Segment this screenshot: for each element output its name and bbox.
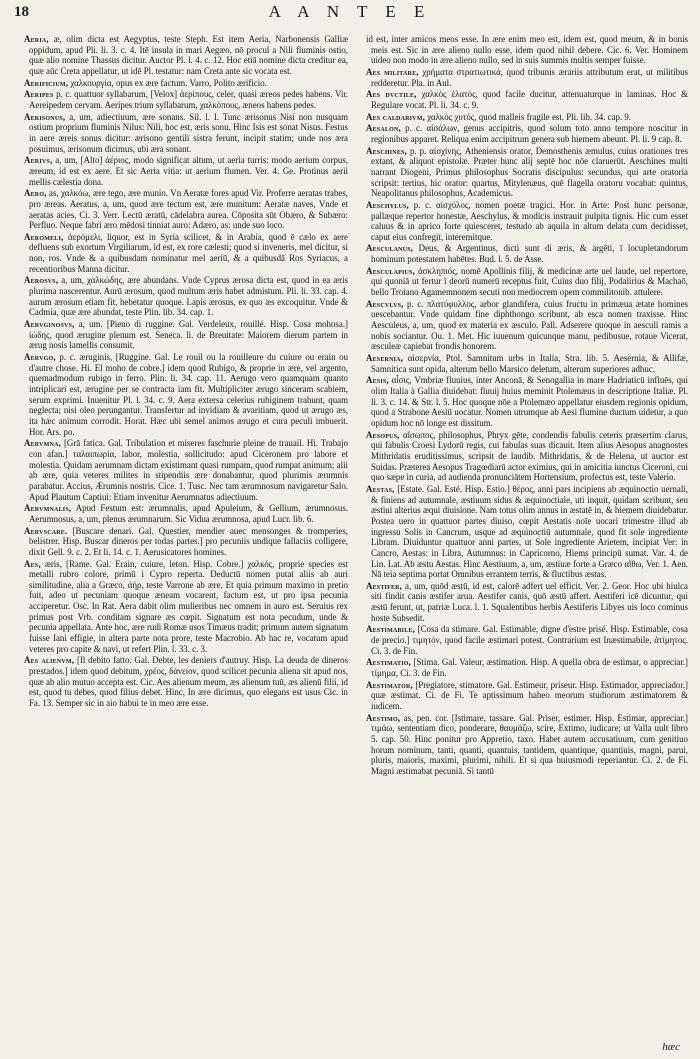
entry-definition: αἶσις, Vmbriæ fluuius, inter Anconā, & Senogallia in mare Hadriaticū influēs, qui olim Italia à Gallia diuidebat: fluuij huius meminit Ptolemæus in descriptione Italiæ. Pl. li. 3. c. 14. & Str. l. 5. Hoc quoque nōe a Ptolemæo appellatur eiusdem regionis opidum, quod a Strabone Aesiū uocatur. Nomen utrumque ab Aesi flumine ductum uidetur, a quo opidum hoc nō longe est dissitum. [371,375,688,428]
dictionary-entry [366,430,688,483]
entry-definition: id est, inter amicos meos esse. In ære enim meo est, idem est, quod meum, & in bonis meis est. Sic in ære alieno nullo esse, idem quod nihil debere. Cic. 6. Ver. Hominem uideo non modo in ære alieno nullo, sed in suis summis multis semper fuisse. [366,34,688,66]
dictionary-entry [366,266,688,298]
entry-definition: as, χαλκόω, ære tego, ære munio. Vn Aeratæ fores apud Vir. Proferre aeratas trabes, pro æreas. Aeratus, a, um, quod ære tectum est, ære munitum: Aeratæ naves, Vnde et aeratas acies. Ci. 3. Verr. Lectū æratū, cādelabra aurea. Cōposita sūt Obæro, & Subæro: Perfluo. Neque fabri æro mēdosi tinniat auro: Adæro, as: unde suo loco. [29,188,349,231]
entry-definition: χαλκὸς χυτός, quod malleis fragile est. Pli. lib. 34. cap. 9. [427,111,632,122]
catchword: hæc [662,1041,680,1053]
entry-definition: a, um, quōd æstū, id est, calorē adfert uel efficit. Ver. 2. Geor. Hoc ubi hiulca siti findit canis æstifer arua. Aestifer canis, quō æstū affert. Aestiferi icē dicuntur, qui æstū ferunt, ut, patriæ Luca. l. 1. Squalentibus herbis Aestiferis Libyes uis loco cominus hoste Subsedit. [371,580,688,623]
entry-headword: Aervscare. [24,525,68,536]
dictionary-entry [24,112,348,155]
dictionary-entry [366,484,688,580]
entry-headword: Aerificium, [24,77,69,88]
entry-headword: Aero, [24,188,47,199]
entry-headword: Aervginosvs, [24,319,75,330]
entry-headword: Aerosvs, [24,275,59,286]
entry-headword: Aeripes [24,89,54,100]
entry-headword: Aestifer, [366,580,403,591]
entry-headword: Aesopus, [366,429,400,440]
dictionary-entry [24,503,348,524]
entry-headword: Aestimo, [366,712,401,723]
dictionary-entry [24,232,348,275]
entry-definition: ἀερόμελι, liquor, est in Syria scilicet, & in Arabia, quod ē cælo ex aere defluens sub exortum Virgiliarum, id est, ex rore cælesti; quod si inveneris, mel dicitur, si non, ros. Vnde & a quibusdam nominatur mel aeriū, & a quibusdā Ros Syriacus, a recentioribus Manna dicitur. [29,231,348,274]
entry-definition: αἴσωπος, philosophus, Phryx gēte, condendis fabulis ceteris præsertim clarus, qui fabulis Croesi Lydorū regis, cui fabulas suas dicauit. Item alius Aesopus anagnostes Mithridatis eruditissimus, scripsit de laudib. Mithridatis, & de Helena, ut auctor est Suidas. Præterea Aesopus Tragœdiarū actor eximius, qui in amicitia iunctus Ciceroni, cui quo sæpe in curia, ad audienda pronunciātem Hortensium, profectus est, teste Valerio. [371,429,688,483]
entry-headword: Aeria, [24,34,49,44]
dictionary-entry [24,89,348,110]
dictionary-entry [24,352,348,437]
entry-definition: [Il debito fatto. Gal. Debte, les deniers d'autruy. Hisp. La deuda de dineros prestados.] idem quod debitum, χρέος, δάνειον, quod scilicet pecunia aliena sit apud nos, quæ ab alio mutuo accepta est. Cic. Aes alienum meum, æs alienum tuū, æs alienū filii, id est, quod tu debes, quod filius debet. Hinc, In ære dicimus, quo elegans est usus Cic. in Fa. 13. Semper sic in aio habui te in meo ære esse. [29,655,348,709]
entry-definition: æ, olim dicta est Aegyptus, teste Steph. Est item Aeria, Narbonensis Galliæ oppidum, apud Pli. li. 3. c. 4. Itē insula in mari Aegæo, nō procul a Nili fluminis ostio, quæ alio nomine Thassus dicitur. Auctor Pl. l. 4. c. 12. Hoc etiā nomine dicta creditur ea, quæ aūc Creta appellatur, ut idē Pl. testatur: nam Creta ante sic vocata est. [29,34,348,76]
entry-definition: p. c. αἰσχύλος, nomen poetæ tragici. Hor. in Arte: Post hunc personæ, pallæque repertor honestæ, Aeschylus, & modicis instrauit pulpita tignis. Hic cum esset caluus & in aprico forte quiesceret, testudo ab aquila in altum delata cum decidisset, caput eius confregit, interemitque. [371,199,688,242]
entry-headword: Aervmna, [24,438,62,449]
dictionary-entry [366,581,688,624]
entry-headword: Aestimator, [366,679,413,690]
entry-headword: Aerisonus, [24,111,66,122]
entry-definition: a, um, adiectiuum, ære sonans. Sil. l. I. Tunc ærisonus Nisi non nusquam ostium proprium fluminis Nilus: Nili, hoc est, æris sonu. Hinc Isis est sonat Nisus. Festus in aere æreis sonus dicitur: ærisono gentili sistra ferunt, incipit statim; unde nos æra posuimus, ærisonum dicimus, ubi æra sonant. [29,111,349,154]
entry-headword: Aervgo, [24,352,56,363]
dictionary-entry [24,319,348,351]
entry-definition: æris, [Rame. Gal. Erain, cuiure, leton. Hisp. Cobre.] χαλκός, proprie species est metalli rubro colore, primū i Cypro reperta. Deductū nomen putat aliis ab auri similitudine, alia a Græco, ἀήρ, teste Varrone ab ære. Et quia primum maximo in pretio fuit, adeo ut pecuniam quoque æneam vocarent, factum est, ut pro ipsa pecunia acciperetur. Osc. In Rat. Aera dabit olim mulieribus nec omnem in auro est. Seruius rex primus post Vrb. conditam signare æs cœpit. Signatum est nota pecudum, unde & pecunia appellata. Ante hoc, ære rudi Romæ usos Timæus tradit; primum autem signatum fuisse Iani effigie, in altera parte nota prore, teste Macrobio. Ab hac re, vocatum apud veteres pro capite & navi, ut refert Plin. l. 33. c. 3. [29,558,348,654]
dictionary-entry [24,78,348,89]
entry-headword: Aeromeli, [24,231,64,242]
dictionary-entry [366,713,688,777]
entry-definition: χαλκὸς ἐλατός, quod facile ducitur, attenuaturque in laminas. Hoc & Regulare vocat. Pl. li. 34. c. 9. [371,89,688,110]
dictionary-entry [366,112,688,123]
entry-definition: [Grā fatica. Gal. Tribulation et miseres faschurie pleine de trauail. Hi. Trabajo con afan.] ταλαιπωρία, labor, molestia, sollicitudo: apud Ciceronem pro labore et molestia. Quidam aerumnam dictam existimant quasi rumpam, quod rumpat animum; alii ab ære, quia veteres milites in stipendiis ære donabantur, quod plurimis ærumnis parabatur. Accius, Ærumnis nostris. Cice. 1. Tusc. Nec tam ærumnosum navigaretur Salo. Apud Plautum Captiui: Etiam invenitur Aerumnatus adiectiuum. [29,438,349,502]
entry-headword: Aestas, [366,483,395,494]
entry-headword: Aesculapius, [366,265,416,276]
entry-definition: p. c. αἰσάλων, genus accipitris, quod solum toto anno tempore noscitur in regionibus apparet. Reliqua enim accipitrum genera sub hiemem abeunt. Pl. li. 9 cap. 8. [371,123,688,144]
entry-headword: Aesis, [366,375,389,386]
entry-definition: p. c. quattuor syllabarum, [Velox] ἀερίπους, celer, quasi æreos pedes habens. Vir. Aereipedem cervam. Aeripes trium syllabarum, χαλκόπους, æneos habens pedes. [29,89,349,110]
entry-headword: Aes alienvm, [24,655,75,666]
dictionary-entry [24,438,348,502]
dictionary-entry [366,680,688,712]
entry-definition: a, um. [Pieno di ruggine. Gal. Verdeleux, rouillé. Hisp. Cosa mohosa.] ἰώδης, quod ærugine plenum est. Seneca. li. de Breuitate: Maiorem dierum partem in ærug nosis lamellis consumit. [29,319,348,351]
running-head: A A N T E E [268,2,432,21]
entry-definition: a, um, χαλκώδης, ære abundans. Vnde Cyprus ærosa dicta est, quod in ea æris plurima nascerentur. Aurū ærosum, quod multum æris habet admistum. Pli. li. 33. cap. 4. aurum ærosum etiam fit, hebetatur quoque. Lapis ærosus, ex quo æs excoquitur. Vnde & Cadmia, quæ ære abundat, teste Plin. lib. 34. cap. 1. [29,275,348,318]
dictionary-entry [24,188,348,231]
dictionary-entry [366,243,688,264]
entry-headword: Aervmnalis, [24,503,72,514]
entry-definition: [Buscare denari. Gal. Questier, mendier auec mensonges & tromperies, belistrer. Hisp. Buscar dineros per todas partes.] pro pecuniis undique fallaciis colligere, dixit Gell. 9. c. 2. Et li. 14. c. 1. Aerusicatores homines. [29,525,348,557]
dictionary-entry [366,200,688,243]
entry-definition: [Cosa da stimare. Gal. Estimable, digne d'estre prisé. Hisp. Estimable, cosa de precio.] τιμητόν, quod facile æstimari potest. Contrarium est Inæstimabile, ἀτίμητος. Ci. 3. de Fin. [371,624,688,656]
dictionary-entry [366,67,688,88]
entry-definition: p. p. αἰσχίνης, Atheniensis orator, Demosthenis æmulus, cuius orationes tres extant, & aliquot epistolæ. Præter hunc alij septē hoc nōe claruerūt. Aeschines multi narrant Diogeni, Primus philosophus Socratis discipulus: secundus, qui arte oratoria scripsit: tertius, hic orator: quartus, Mitylenæus, quē flagella oratoru vocabat: quintus, Neapolitanus philosophus, Academicus. [371,145,688,199]
entry-headword: Aes caldarivm, [366,111,425,122]
entry-headword: Aestimabile, [366,624,416,635]
entry-headword: Aes, [24,558,41,569]
dictionary-entry [366,299,688,352]
dictionary-entry [24,275,348,318]
entry-definition: χρήματα στρατιωτικά, quod tribunis ærariis attributum erat, ut militibus redderetur. Pla. in Aul. [371,66,688,88]
dictionary-entry [24,34,348,77]
entry-definition: ἀσκληπιός, nomē Apollinis filij, & medicinæ arte uel laude, uel repertore, qui quoniā ut fertur ī deorū numerū receptus fuit, Cuius duo filij, Podalirius & Machaō, bello Troiano Agamemnonem secuti non mediocrem opem commilitonib. attulere. [371,265,688,298]
dictionary-entry [24,655,348,708]
dictionary-entry [24,526,348,558]
entry-definition: p. c. æruginis, [Ruggine. Gal. Le rouil ou la rouilleure du cuiure ou erain ou d'autre chose. Hi. El moho de cobre.] idem quod Rubigo, & proprie in ære, vel argento, quemadmodum rubigo in ferro. Plin. li. 34. cap. 11. Aerugo vero quamquam quanto intriplicari est, ærugine per se contracta iam fit. Multipliciter ærugo sinceram scabiem, serum exprimi. Inuenitur Pl. l. 34. c. 9. Aera extersa celerius rubiginem trahunt, quam neglecta; nisi oleo perungantur. Transfertur ad invidiam & avaritiam, quod ut ærugo æs, ita hæc animum corrodit. Horat. Hæc ubi semel animos ærugo et cura peculi imbuerit. Hor. Ars. po. [29,352,349,437]
dictionary-entry [366,657,688,678]
dictionary-entry [366,34,688,66]
entry-headword: Aescvlvs, [366,298,404,309]
two-column-body [24,34,688,1054]
entry-headword: Aes militare, [366,66,419,77]
dictionary-entry [366,123,688,144]
dictionary-entry [24,155,348,187]
entry-definition: [Stima. Gal. Valeur, æstimation. Hisp. A quella obra de estimar, o appreciar.] τίμημα, Ci. 3. de Fin. [371,657,688,679]
entry-headword: Aerivs, [24,155,53,166]
dictionary-entry [24,559,348,655]
entry-definition: χαλκουργία, opus ex ære factum. Varro, Polito ærificio. [70,77,267,88]
dictionary-entry [366,624,688,656]
entry-headword: Aesculanus, [366,243,414,254]
entry-headword: Aes dvctile, [366,89,417,100]
entry-definition: αἰσερνία, Ptol. Samnitum urbs in Italia, Stra. lib. 5. Aesernia, & Allifæ, Samnitica sunt opida, alterum bello Marsico deletum, alterum superiores adhuc. [371,353,688,374]
entry-headword: Aeschines, [366,145,407,156]
entry-headword: Aeschylus, [366,199,409,210]
entry-definition: Deus, & Argentinus, dicti sunt di æris, & argēti, ī locupletandorum hominum potestatem habētes. Bud. l. 5. de Asse. [371,243,688,265]
entry-definition: Apud Festum est: ærumnalis, apud Apuleium, & Gellium, ærumnosus. Aerumnosus, a, um, plenus ærumnarum. Sic Vidua ærumnosa, apud Lucr. lib. 6. [29,503,348,524]
right-column [356,34,688,1054]
dictionary-entry [366,375,688,428]
entry-definition: a, um, [Alto] ἀέριος, modo significat altum, ut aeria turris: modo aerium corpus, æreum, id est ex aere. Et sic Aeria vitia: ut aerium flumen. Ver. 4. Ge. Protinus aerii mellis cælestia dona. [29,155,348,187]
entry-headword: Aestimatio, [366,657,412,668]
entry-definition: [Estate. Gal. Esté. Hisp. Estio.] θέρος, anni pars incipiens ab æquinoctio uernali, & finiens ad autumnale, æstiuum sidus & æquinoctiale, uti inquit, quidam scribunt, seu æstiui alterius æqui diuisione. Nam totus olim annus in æstatē in, & hiemem diuidebatur. Postea uero in quattuor partes diuiso, cœpit Aestatis noīe uocari trimestre illud ab ingressu Solis in Cancrum, usque ad æquinoctiū autumnale, quod fit sole ingrediente Libram. Diuiduntur quattuor anni partes, ut Sole ingrediente Arietem, incipiat Ver: in Cancro, Aestas: in Libra, Autumnus: in Capricorno, Hiems principū sumat. Var. 4. de Lin. Lat. Ab æstu Aestas. Hinc Aestiuum, a, um, æstiuæ forte a Græco αἴθω, Ver. 1. Aen. Nā teia septima portat Omnibus errantem terris, & fluctibus æstas. [371,483,688,580]
left-column [24,34,356,1054]
dictionary-entry [366,89,688,110]
entry-definition: [Pregiatore, stimatore. Gal. Estimeur, priseur. Hisp. Estimador, appreciador.] quæ æstimat. Ci. de Fi. Te aptissimum habeo meorum studiorum æstimatorem & iudicem. [371,679,688,712]
dictionary-entry [366,353,688,374]
page-number: 18 [14,4,29,20]
entry-headword: Aesalon, [366,123,401,134]
dictionary-entry [366,146,688,199]
entry-definition: p. c. πλατύφυλλος, arbor glandifera, cuius fructu in primæua ætate homines uescebantur. Vnde quidam fine diphthongo scribunt, ab esca nomen traxisse. Hinc Aesculeus, a, um, quod ex materia ex æsculo. Pall. Adserere quoque in aesculi ramis a nobis sociantur. Ou. 1. Met. Hic iuuenum quicunque manu, pedibusue, rotaue Vicerat, æsculeæ capiebat frondis honorem. [371,298,688,352]
entry-definition: as, pen. cor. [Istimare, tassare. Gal. Priser, estimer. Hisp. Estimar, appreciar.] τιμάω, sententiam dico, ponderare, θαυμάζω, scire, Extimo, iudicare; ut Valla uult libro 5. cap. 50. Hinc ponitur pro Appretio, taxo. Habet autem accusatiuum, cum genitiuo horum nominum, tanti, quanti, quantuis, tantidem, quantique, quantiuis, magni, parui, pluris, maioris, maximi, plurimi, nihili. Et si qua huiusmodi reperiantur. Ci. 2. de Fi. Magni æstimabat pecuniā. Si tantū [371,712,688,776]
entry-headword: Aesernia, [366,353,404,364]
